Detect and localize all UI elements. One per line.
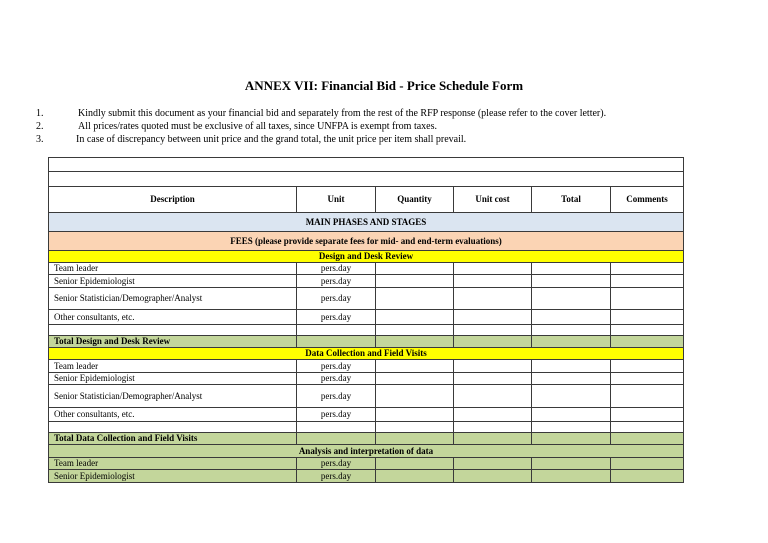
comments-cell — [611, 263, 684, 275]
page-title: ANNEX VII: Financial Bid - Price Schedule Form — [244, 78, 524, 93]
total-cell — [532, 310, 611, 325]
table-row — [49, 158, 684, 172]
table-row — [49, 422, 684, 433]
unit-cell: pers.day — [297, 263, 376, 275]
column-header-unit-cost: Unit cost — [454, 187, 532, 213]
table-row — [49, 470, 684, 483]
comments-cell — [611, 288, 684, 310]
comments-cell — [611, 408, 684, 422]
total-cell — [532, 458, 611, 470]
column-header-description: Description — [49, 187, 297, 213]
comments-cell — [611, 310, 684, 325]
empty-cell — [297, 325, 376, 336]
unit-cost-cell — [454, 470, 532, 483]
unit-cell: pers.day — [297, 310, 376, 325]
table-row — [49, 458, 684, 470]
unit-cost-cell — [454, 408, 532, 422]
comments-cell — [611, 275, 684, 288]
table-row — [49, 445, 684, 458]
quantity-cell — [376, 360, 454, 373]
description-cell: Other consultants, etc. — [49, 310, 297, 325]
unit-cost-cell — [454, 288, 532, 310]
total-row — [49, 336, 684, 348]
price-schedule-table — [48, 157, 684, 483]
total-cell — [532, 408, 611, 422]
unit-cell: pers.day — [297, 408, 376, 422]
instruction-item — [0, 107, 740, 120]
empty-cell — [611, 325, 684, 336]
total-cell — [532, 385, 611, 408]
instruction-text: Kindly submit this document as your financial bid and separately from the rest of the RFP response (please refer to the cover letter). — [78, 108, 607, 119]
quantity-cell — [376, 310, 454, 325]
description-cell: Team leader — [49, 458, 297, 470]
comments-cell — [611, 470, 684, 483]
unit-cell: pers.day — [297, 373, 376, 385]
empty-cell — [49, 172, 684, 187]
empty-cell — [297, 422, 376, 433]
total-cell — [532, 433, 611, 445]
empty-cell — [454, 325, 532, 336]
instruction-text: All prices/rates quoted must be exclusive of all taxes, since UNFPA is exempt from taxes. — [78, 121, 438, 132]
description-cell: Senior Epidemiologist — [49, 275, 297, 288]
table-row — [49, 232, 684, 251]
comments-cell — [611, 373, 684, 385]
description-cell: Team leader — [49, 360, 297, 373]
description-cell: Senior Epidemiologist — [49, 373, 297, 385]
description-cell: Senior Statistician/Demographer/Analyst — [49, 385, 297, 408]
total-cell — [532, 288, 611, 310]
instruction-text: In case of discrepancy between unit price and the grand total, the unit price per item shall prevail. — [76, 134, 467, 145]
table-row — [49, 325, 684, 336]
column-header-quantity: Quantity — [376, 187, 454, 213]
quantity-cell — [376, 385, 454, 408]
quantity-cell — [376, 275, 454, 288]
unit-cost-cell — [454, 275, 532, 288]
description-cell: Senior Epidemiologist — [49, 470, 297, 483]
unit-cell — [297, 336, 376, 348]
table-row — [49, 263, 684, 275]
empty-cell — [532, 325, 611, 336]
table-row — [49, 213, 684, 232]
empty-cell — [376, 325, 454, 336]
table-row — [49, 348, 684, 360]
unit-cell: pers.day — [297, 288, 376, 310]
table-row — [49, 288, 684, 310]
empty-cell — [49, 325, 297, 336]
description-cell: Senior Statistician/Demographer/Analyst — [49, 288, 297, 310]
table-row — [49, 360, 684, 373]
quantity-cell — [376, 470, 454, 483]
instruction-item — [0, 133, 740, 146]
total-cell — [532, 373, 611, 385]
comments-cell — [611, 458, 684, 470]
instruction-number: 3. — [36, 134, 44, 145]
quantity-cell — [376, 408, 454, 422]
total-cell — [532, 336, 611, 348]
quantity-cell — [376, 288, 454, 310]
total-cell — [532, 470, 611, 483]
quantity-cell — [376, 433, 454, 445]
unit-cost-cell — [454, 336, 532, 348]
table-row — [49, 385, 684, 408]
unit-cost-cell — [454, 263, 532, 275]
unit-cell: pers.day — [297, 360, 376, 373]
total-row — [49, 433, 684, 445]
comments-cell — [611, 433, 684, 445]
quantity-cell — [376, 458, 454, 470]
quantity-cell — [376, 336, 454, 348]
unit-cost-cell — [454, 433, 532, 445]
instruction-number: 2. — [36, 121, 44, 132]
unit-cell: pers.day — [297, 470, 376, 483]
quantity-cell — [376, 263, 454, 275]
description-cell: Team leader — [49, 263, 297, 275]
table-header-row — [49, 187, 684, 213]
unit-cost-cell — [454, 458, 532, 470]
table-row — [49, 275, 684, 288]
main-phases-header: MAIN PHASES AND STAGES — [49, 213, 684, 232]
empty-cell — [532, 422, 611, 433]
empty-cell — [454, 422, 532, 433]
section-header: Data Collection and Field Visits — [49, 348, 684, 360]
table-row — [49, 373, 684, 385]
table-row — [49, 251, 684, 263]
section-header: Analysis and interpretation of data — [49, 445, 684, 458]
unit-cost-cell — [454, 385, 532, 408]
comments-cell — [611, 360, 684, 373]
description-cell: Other consultants, etc. — [49, 408, 297, 422]
comments-cell — [611, 336, 684, 348]
total-label: Total Data Collection and Field Visits — [49, 433, 297, 445]
column-header-unit: Unit — [297, 187, 376, 213]
unit-cost-cell — [454, 360, 532, 373]
column-header-total: Total — [532, 187, 611, 213]
comments-cell — [611, 385, 684, 408]
unit-cost-cell — [454, 310, 532, 325]
table-row — [49, 408, 684, 422]
empty-cell — [376, 422, 454, 433]
total-cell — [532, 263, 611, 275]
unit-cost-cell — [454, 373, 532, 385]
instruction-item — [0, 120, 740, 133]
total-label: Total Design and Desk Review — [49, 336, 297, 348]
unit-cell — [297, 433, 376, 445]
unit-cell: pers.day — [297, 458, 376, 470]
empty-cell — [49, 422, 297, 433]
empty-cell — [611, 422, 684, 433]
section-header: Design and Desk Review — [49, 251, 684, 263]
fees-header: FEES (please provide separate fees for mid- and end-term evaluations) — [49, 232, 684, 251]
unit-cell: pers.day — [297, 275, 376, 288]
total-cell — [532, 360, 611, 373]
instruction-number: 1. — [36, 108, 44, 119]
table-row — [49, 310, 684, 325]
table-row — [49, 172, 684, 187]
column-header-comments: Comments — [611, 187, 684, 213]
quantity-cell — [376, 373, 454, 385]
unit-cell: pers.day — [297, 385, 376, 408]
empty-cell — [49, 158, 684, 172]
total-cell — [532, 275, 611, 288]
